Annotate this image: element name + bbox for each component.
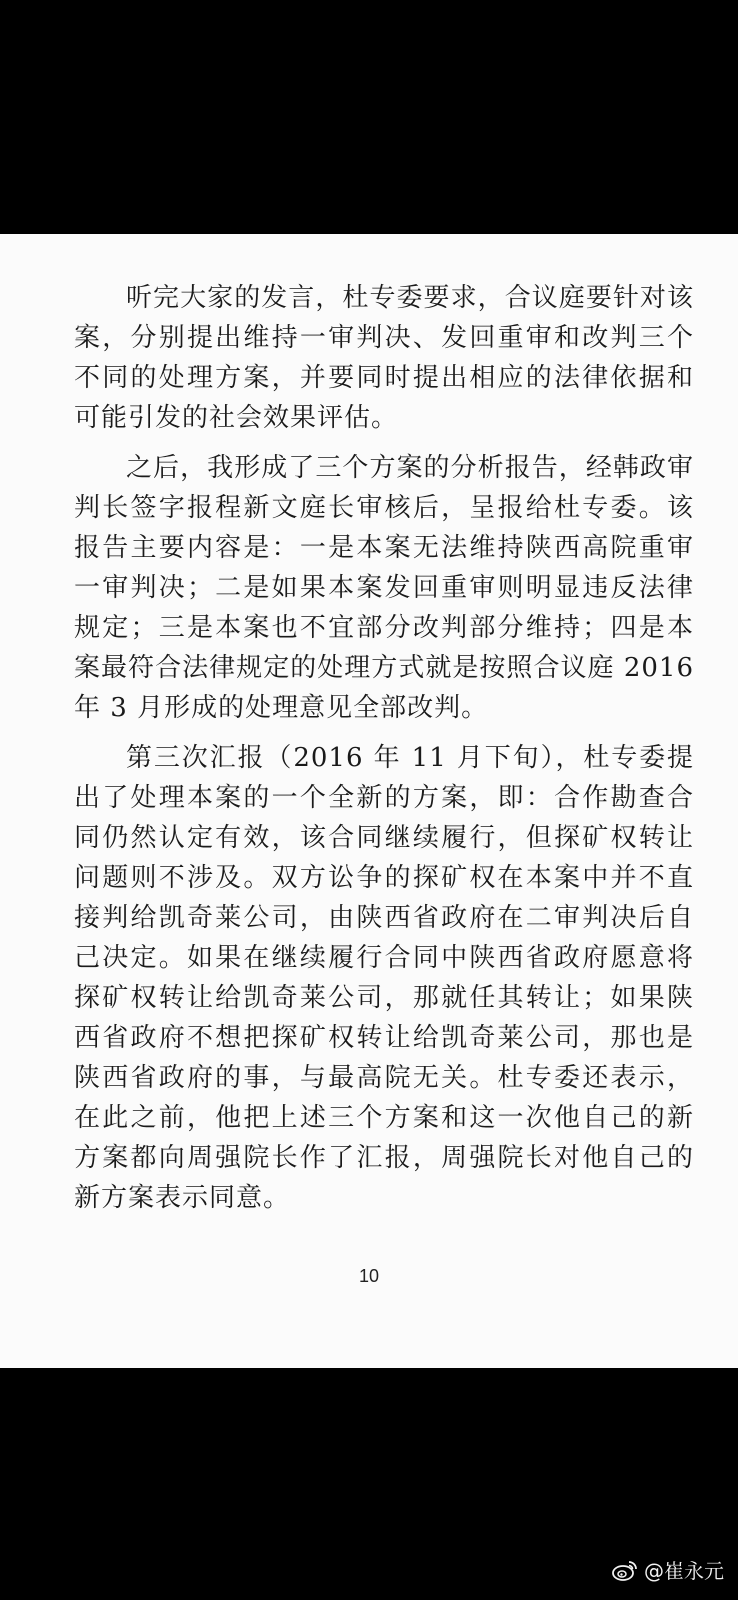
page-number: 10 <box>358 1266 380 1286</box>
weibo-icon <box>612 1559 638 1581</box>
paragraph: 之后，我形成了三个方案的分析报告，经韩政审判长签字报程新文庭长审核后，呈报给杜专委。该报告主要内容是：一是本案无法维持陕西高院重审一审判决；二是如果本案发回重审则明显违反法律规定；三是本案也不宜部分改判部分维持；四是本案最符合法律规定的处理方式就是按照合议庭 2016 年 3 月形成的处理意见全部改判。 <box>74 453 694 723</box>
document-body <box>74 278 694 1218</box>
paragraph: 听完大家的发言，杜专委要求，合议庭要针对该案，分别提出维持一审判决、发回重审和改判三个不同的处理方案，并要同时提出相应的法律依据和可能引发的社会效果评估。 <box>74 283 694 433</box>
watermark <box>612 1555 724 1584</box>
paragraph: 第三次汇报（2016 年 11 月下旬），杜专委提出了处理本案的一个全新的方案，即：合作勘查合同仍然认定有效，该合同继续履行，但探矿权转让问题则不涉及。双方讼争的探矿权在本案中并不直接判给凯奇莱公司，由陕西省政府在二审判决后自己决定。如果在继续履行合同中陕西省政府愿意将探矿权转让给凯奇莱公司，那就任其转让；如果陕西省政府不想把探矿权转让给凯奇莱公司，那也是陕西省政府的事，与最高院无关。杜专委还表示，在此之前，他把上述三个方案和这一次他自己的新方案都向周强院长作了汇报，周强院长对他自己的新方案表示同意。 <box>74 743 694 1213</box>
watermark-text: @崔永元 <box>644 1559 724 1583</box>
document-page <box>0 234 738 1368</box>
